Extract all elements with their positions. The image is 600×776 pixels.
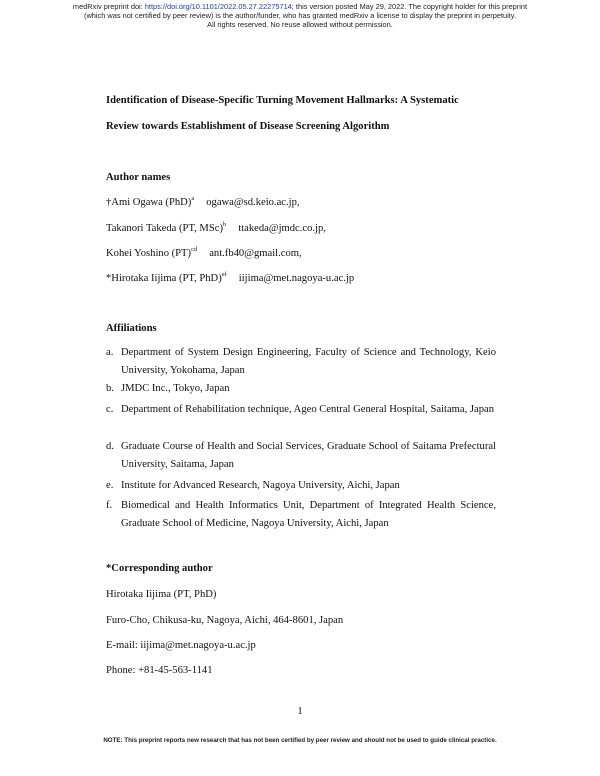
header-line-1: medRxiv preprint doi: https://doi.org/10.1101/2022.05.27.22275714; this version posted May 29, 2022. The copyright holder for this preprint: [72, 2, 528, 11]
author-line: *Hirotaka Iijima (PT, PhD)$^{ef}$ iijima@met.nagoya-u.ac.jp: [106, 271, 355, 284]
doi-link[interactable]: https://doi.org/10.1101/2022.05.27.22275714: [144, 2, 292, 11]
author-email: ant.fb40@gmail.com,: [209, 248, 302, 259]
corresponding-name: Hirotaka Iijima (PT, PhD): [106, 589, 217, 600]
author-line: Kohei Yoshino (PT)$^{cd}$ ant.fb40@gmail.com,: [106, 246, 302, 259]
affiliation-item: d. Graduate Course of Health and Social Services, Graduate School of Saitama Prefectural University, Saitama, Japan: [106, 441, 496, 470]
author-email: ogawa@sd.keio.ac.jp,: [206, 197, 300, 208]
header-line-2: (which was not certified by peer review) is the author/funder, who has granted medRxiv a license to display the preprint in perpetuity.: [83, 11, 517, 20]
preprint-note: NOTE: This preprint reports new research that has not been certified by peer review and should not be used to guide clinical practice.: [103, 737, 497, 744]
affiliation-item: e. Institute for Advanced Research, Nagoya University, Aichi, Japan: [106, 480, 400, 491]
author-line: Takanori Takeda (PT, MSc)$^b$ ttakeda@jmdc.co.jp,: [106, 221, 326, 234]
corresponding-email: E-mail: iijima@met.nagoya-u.ac.jp: [106, 640, 256, 651]
affiliations-heading: Affiliations: [106, 323, 157, 334]
author-line: †Ami Ogawa (PhD)$^a$ ogawa@sd.keio.ac.jp,: [106, 195, 300, 208]
affiliation-item: f. Biomedical and Health Informatics Unit, Department of Integrated Health Science, Graduate School of Medicine, Nagoya University, Aichi, Japan: [106, 500, 496, 529]
author-names-heading: Author names: [106, 172, 171, 183]
author-email: iijima@met.nagoya-u.ac.jp: [238, 273, 355, 284]
affiliation-item: b. JMDC Inc., Tokyo, Japan: [106, 383, 230, 394]
preprint-header: [0, 2, 600, 29]
page-number: 1: [297, 706, 303, 717]
affiliation-item: a. Department of System Design Engineering, Faculty of Science and Technology, Keio University, Yokohama, Japan: [106, 347, 496, 376]
paper-title-line-2: Review towards Establishment of Disease Screening Algorithm: [106, 121, 390, 132]
author-email: ttakeda@jmdc.co.jp,: [238, 223, 326, 234]
corresponding-author-heading: *Corresponding author: [106, 563, 213, 574]
corresponding-address: Furo-Cho, Chikusa-ku, Nagoya, Aichi, 464-8601, Japan: [106, 615, 344, 626]
header-line-3: All rights reserved. No reuse allowed without permission.: [207, 20, 393, 29]
paper-title-line-1: Identification of Disease-Specific Turning Movement Hallmarks: A Systematic: [106, 95, 459, 106]
affiliation-item: c. Department of Rehabilitation technique, Ageo Central General Hospital, Saitama, Japan: [106, 404, 495, 415]
corresponding-phone: Phone: +81-45-563-1141: [106, 665, 213, 676]
